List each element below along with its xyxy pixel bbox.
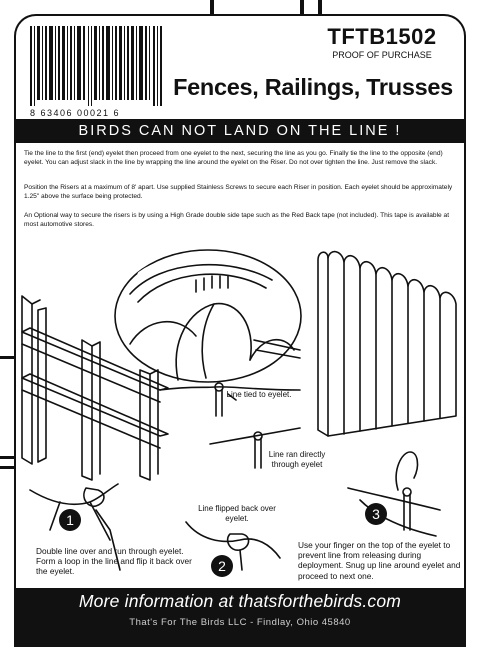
label-line-flipped: Line flipped back over eyelet. [198,504,276,523]
label-line-tied: Line tied to eyelet. [226,390,292,399]
model-number: TFTB1502 [327,24,437,49]
barcode-graphic [30,26,162,106]
step-1-text: Double line over and run through eyelet. Form a loop in the line and flip it back over the eyelet. [36,546,192,577]
step-3-text: Use your finger on the top of the eyelet to prevent line from releasing during deployment. Snug up line around eyelet and proceed to next one. [298,540,461,581]
knot-step-2 [186,522,280,570]
step-3-number: 3 [372,506,380,522]
product-title: Fences, Railings, Trusses [173,74,453,100]
instruction-paragraph: An Optional way to secure the risers is by using a High Grade double side tape such as the Red Back tape (not included). This tape is available at most automotive stores. [24,212,450,228]
footer-company: That's For The Birds LLC - Findlay, Ohio 45840 [129,617,351,628]
fence-drawing [22,296,168,480]
label-line-ran: Line ran directly through eyelet [268,450,326,469]
instruction-paragraph: Tie the line to the first (end) eyelet then proceed from one eyelet to the next, securing the line as you go. Finally tie the line to the opposite (end) eyelet. You can adjust slack in the line by wrapping the line around the eyelet on the Riser. Do not over tighten the line. Just remove the slack. [24,150,443,166]
hand-step-3 [348,452,440,536]
barcode-number: 8 63406 00021 6 [30,108,121,118]
instruction-paragraph: Position the Risers at a maximum of 8' apart. Use supplied Stainless Screws to secure each Riser in position. Each eyelet should be approximately 1.25" above the surface being protected. [24,184,453,200]
proof-of-purchase: PROOF OF PURCHASE [332,50,432,60]
slogan-banner: BIRDS CAN NOT LAND ON THE LINE ! [16,119,464,143]
footer-website: More information at thatsforthebirds.com [78,591,402,611]
step-1-number: 1 [66,512,74,528]
magnified-view [115,250,301,382]
installation-illustration [0,240,480,590]
step-2-number: 2 [218,558,226,574]
board-fence-drawing [318,252,456,436]
